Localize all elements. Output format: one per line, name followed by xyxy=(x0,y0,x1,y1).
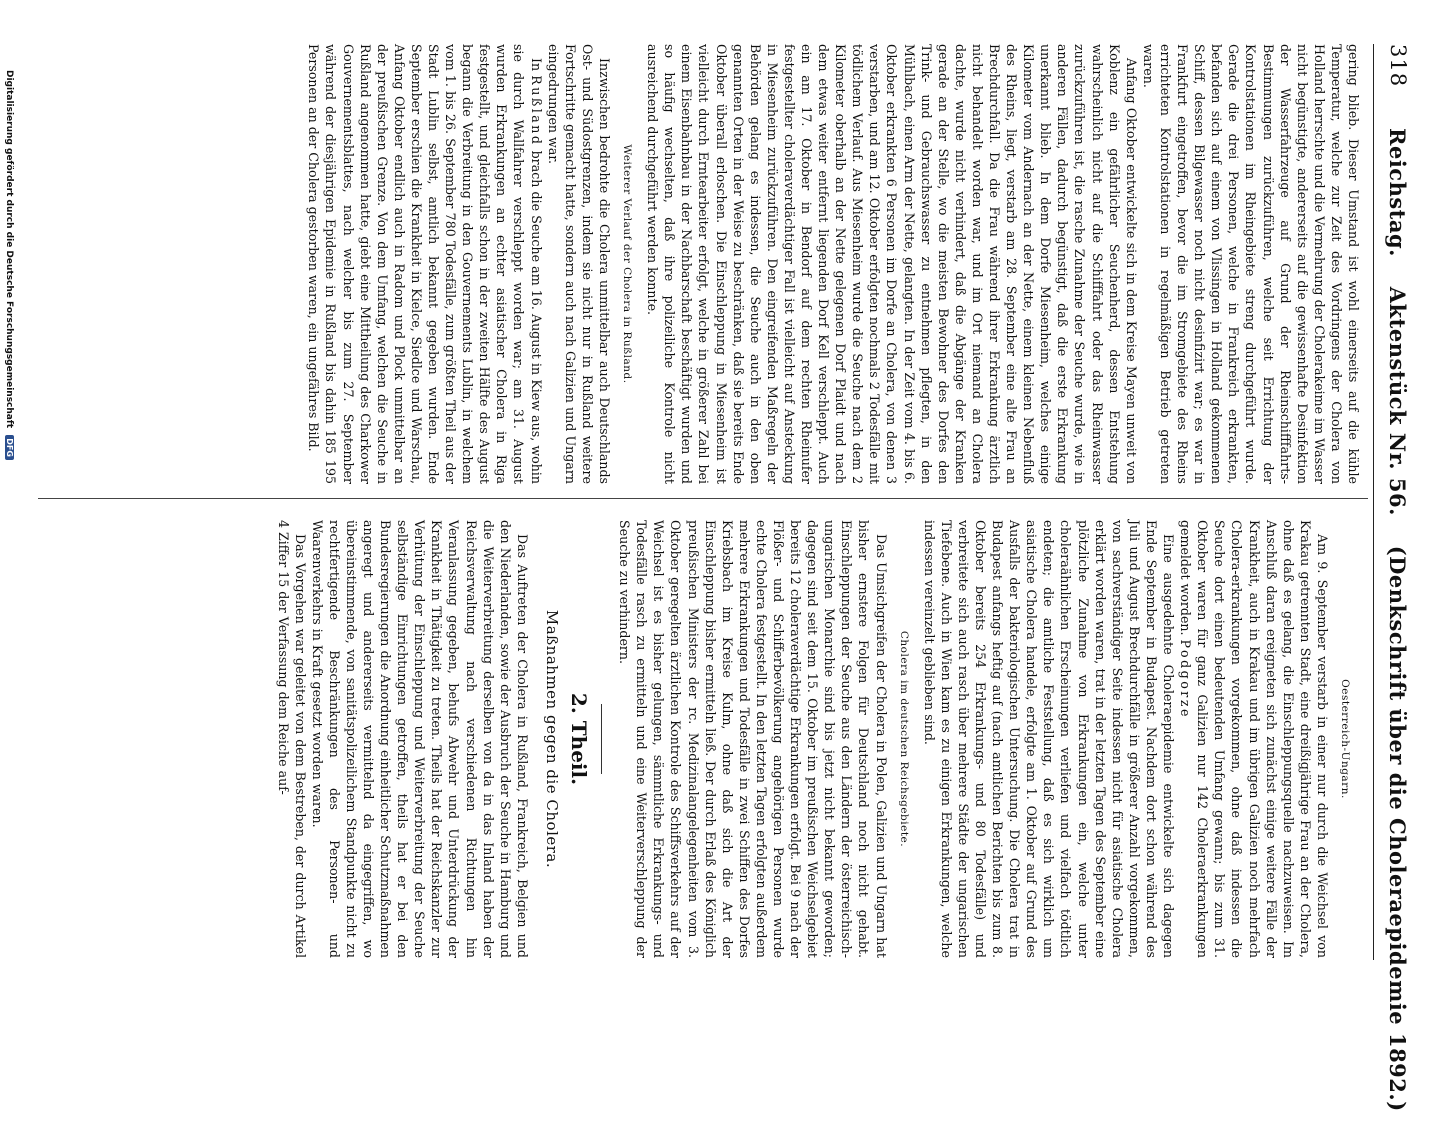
running-title-right: (Denkschrift über die Choleraepidemie 1892.) xyxy=(1385,545,1410,1112)
paragraph: In Rußland brach die Seuche am 16. August in Kiew aus, wohin sie durch Wallfahrer verschleppt worden war; am 31. August wurden Erkrankungen an echter asiatischer Cholera in Riga festgestellt, und gleichfalls schon in der zweiten Hälfte des August begann die Verbreitung in den Gouvernements Lublin, in welchem vom 1. bis 26. September 780 Todesfälle, zum größten Theil aus der Stadt Lublin selbst, amtlich bekannt gegeben wurden. Ende September erschien die Krankheit in Kielce, Siedlce und Warschau, Anfang Oktober endlich auch in Radom und Plock unmittelbar an der preußischen Grenze. Von dem Umfang, welchen die Seuche in Rußland angenommen hatte, giebt eine Mittheilung des Charkower Gouvernementsblattes, nach welcher bis zum 27. September während der diesjährigen Epidemie in Rußland bis dahin 185 195 Personen an der Cholera gestorben waren, ein ungefähres Bild. xyxy=(306,44,544,484)
section-divider xyxy=(601,704,602,774)
paragraph: Eine ausgedehnte Choleraepidemie entwickelte sich dagegen Ende September in Budapest. Nachdem dort schon während des Juli und August Brechdurchfälle in größerer Anzahl vorgekommen, von sachverständiger Seite indessen nicht für asiatische Cholera erklärt worden waren, trat in der letzten Tagen des September eine plötzliche Zunahme von Erkrankungen ein, welche unter choleraähnlichen Erscheinungen verliefen und vielfach tödtlich endeten; die amtliche Feststellung, daß es sich wirklich um asiatische Cholera handele, erfolgte am 1. Oktober auf Grund des Ausfalls der bakteriologischen Untersuchung. Die Cholera trat in Budapest anfangs heftig auf (nach amtlichen Berichten bis zum 8. Oktober bereits 254 Erkrankungs- und 80 Todesfälle) und verbreitete sich auch rasch über mehrere Städte der ungarischen Tiefebene. Auch in Wien kam es zu einigen Erkrankungen, welche indessen vereinzelt geblieben sind. xyxy=(921,520,1177,958)
page-number: 318 xyxy=(1386,44,1410,88)
paragraph: Das Auftreten der Cholera in Rußland, Frankreich, Belgien und den Niederlanden, sowie der Ausbruch der Seuche in Hamburg und die Weiterverbreitung derselben von da in das Inland haben der Reichsverwaltung nach verschiedenen Richtungen hin Veranlassung gegeben, behufs Abwehr und Unterdrückung der Krankheit in Thätigkeit zu treten. Theils hat der Reichskanzler zur Verhütung der Einschleppung und Weiterverbreitung der Seuche selbständige Einrichtungen getroffen, theils hat er bei den Bundesregierungen die Anordnung einheitlicher Schutzmaßnahmen angeregt und andererseits vermittelnd da eingegriffen, wo übereinstimmende, von sanitätspolizeilichem Standpunkte nicht zu rechtfertigende Beschränkungen des Personen- und Waarenverkehrs in Kraft gesetzt worden waren. xyxy=(309,520,530,958)
section-heading: Oesterreich-Ungarn. xyxy=(1339,679,1351,799)
left-column xyxy=(305,44,1362,484)
paragraph: Inzwischen bedrohte die Cholera unmittelbar auch Deutschlands Ost- und Südostgrenzen, indem sie nicht nur in Rußland weitere Fortschritte gemacht hatte, sondern auch nach Galizien und Ungarn eingedrungen war. xyxy=(545,44,612,484)
paragraph-text: brach die Seuche am 16. August in Kiew aus, wohin sie durch Wallfahrer verschleppt worden war; am 31. August wurden Erkrankungen an echter asiatischer Cholera in Riga festgestellt, und gleichfalls schon in der zweiten Hälfte des August begann die Verbreitung in den Gouvernements Lublin, in welchem vom 1. bis 26. September 780 Todesfälle, zum größten Theil aus der Stadt Lublin selbst, amtlich bekannt gegeben wurden. Ende September erschien die Krankheit in Kielce, Siedlce und Warschau, Anfang Oktober endlich auch in Radom und Plock unmittelbar an der preußischen Grenze. Von dem Umfang, welchen die Seuche in Rußland angenommen hatte, giebt eine Mittheilung des Charkower Gouvernementsblattes, nach welcher bis zum 27. September während der diesjährigen Epidemie in Rußland bis dahin 185 195 Personen an der Cholera gestorben waren, ein ungefähres Bild. xyxy=(306,44,544,484)
part-title: 2. Theil. xyxy=(567,692,592,786)
dfg-logo: DFG xyxy=(5,435,14,460)
paragraph-text: Am 9. September verstarb in einer nur durch die Weichsel von Krakau getrennten Stadt, eine dreißigjährige Frau an der Cholera, ohne daß es gelang, die Einschleppungsquelle nachzuweisen. Im Anschluß daran ereigneten sich zunächst einige weitere Fälle der Krankheit, auch in Krakau und im übrigen Galizien noch mehrfach Cholera-erkrankungen vorgekommen, ohne daß indessen die Seuche dort einen bedeutenden Umfang gewann; bis zum 31. Oktober waren für ganz Galizien nur 142 Choleraerkrankungen gemeldet worden. xyxy=(1178,520,1330,958)
paragraph: Anfang Oktober entwickelte sich in dem Kreise Mayen unweit von Koblenz ein gefährlicher Seuchenherd, dessen Entstehung wahrscheinlich nicht auf die Schifffahrt oder das Rheinwasser zurückzuführen ist, die rasche Zunahme der Seuche wurde, wie in anderen Fällen, dadurch begünstigt, daß die erste Erkrankung unerkannt blieb. In dem Dorfe Miesenheim, welches einige Kilometer vom Andernach an der Nette, einem kleinen Nebenfluß des Rheins, liegt, verstarb am 28. September eine alte Frau an Brechdurchfall. Da die Frau während ihrer Erkrankung ärztlich nicht behandelt worden war, und im Ort niemand an Cholera dachte, wurde nicht verhindert, daß die Abgänge der Kranken gerade an der Stelle, wo die meisten Bewohner des Dorfes den Trink- und Gebrauchswasser zu entnehmen pflegten, in den Mühlbach, einen Arm der Nette, gelangten. In der Zeit vom 4. bis 6. Oktober erkrankten 6 Personen im Dorfe an Cholera, von denen 3 verstarben, und am 12. Oktober erfolgten nochmals 2 Todesfälle mit tödlichem Verlauf. Aus Miesenheim wurde die Seuche nach dem 2 Kilometer oberhalb an der Nette gelegenen Dorf Plaidt und nach dem etwas weiter entfernt liegenden Dorf Kell verschleppt. Auch ein am 17. Oktober in Bendorf auf dem rechten Rheinufer festgestellter choleraverdächtiger Fall ist vielleicht auf Ansteckung in Miesenheim zurückzuführen. Den eingreifenden Maßregeln der Behörden gelang es indessen, die Seuche auch in den oben genannten Orten in der Weise zu beschränken, daß sie bereits Ende Oktober überall erloschen. Die Einschleppung in Miesenheim ist vielleicht durch Erntearbeiter erfolgt, welche in größerer Zahl bei einem Eisenbahnbau in der Nachbarschaft beschäftigt wurden und so häufig wechselten, daß ihre polizeiliche Kontrole nicht ausreichend durchgeführt werden konnte. xyxy=(645,44,1139,484)
section-heading: Weiterer Verlauf der Cholera in Rußland. xyxy=(621,144,634,384)
running-title xyxy=(1385,128,1410,1134)
paragraph: Das Vorgehen war geleitet von dem Bestreben, der durch Artikel 4 Ziffer 15 der Verfassung dem Reiche auf- xyxy=(275,520,308,958)
part-subtitle: Maßnahmen gegen die Cholera. xyxy=(542,609,561,869)
digitization-credit xyxy=(4,70,14,930)
paragraph: Das Umsichgreifen der Cholera in Polen, Galizien und Ungarn hat bisher ernstere Folgen für Deutschland noch nicht gehabt. Einschleppungen der Seuche aus den Ländern der österreichisch-ungarischen Monarchie sind bis jetzt nicht bekannt geworden; dagegen sind seit dem 15. Oktober im preußischen Weichselgebiet bereits 12 choleraverdächtige Erkrankungen erfolgt. Bei 9 nach der Flößer- und Schifferbevölkerung angehörigen Personen wurde echte Cholera festgestellt. In den letzten Tagen erfolgten außerdem mehrere Erkrankungen und Todesfälle in zwei Schiffen des Dorfes Kriebsbach im Kreise Kulm, ohne daß sich die Art der Einschleppung bisher ermitteln ließ. Der durch Erlaß des Königlich preußischen Ministers der rc. Medizinalangelegenheiten vom 3. Oktober geregelten ärztlichen Kontrole des Schiffsverkehrs auf der Weichsel ist es bisher gelungen, sämmtliche Erkrankungs- und Todesfälle rasch zu ermitteln und eine Weiterverschleppung der Seuche zu verhindern. xyxy=(617,520,889,958)
section-heading: Cholera im deutschen Reichsgebiete. xyxy=(897,630,910,848)
paragraph xyxy=(1177,520,1331,958)
running-title-center: Aktenstück Nr. 56. xyxy=(1385,286,1410,516)
running-title-left: Reichstag. xyxy=(1385,128,1410,257)
paragraph: gering blieb. Dieser Umstand ist wohl einerseits auf die kühle Temperatur, welche zur Zeit des Vordringens der Cholera von Holland herrschte und die Vermehrung der Cholerakeime im Wasser nicht begünstigte, andererseits auf die gewissenhafte Desinfektion der Wasserfahrzeuge auf Grund der Rheinschifffahrts-Bestimmungen zurückzuführen, welche seit Errichtung der Kontrolstationen im Rheingebiete streng durchgeführt wurde. Gerade die drei Personen, welche in Frankreich erkrankten, befanden sich auf einem von Vlissingen in Holland gekommenen Schiff, dessen Bilgewasser noch nicht desinfizirt war; es war in Frankfurt eingetroffen, bevor die im Stromgebiete des Rheins errichteten Kontrolstationen in regelmäßigen Betrieb getreten waren. xyxy=(1140,44,1361,484)
page-header xyxy=(1380,44,1414,1112)
column-divider xyxy=(38,498,1368,499)
right-column xyxy=(274,520,1362,958)
emphasized-place: Rußland xyxy=(528,75,544,147)
emphasized-place: Podgorze xyxy=(1178,639,1194,719)
credit-text: Digitalisierung gefördert durch die Deutsche Forschungsgemeinschaft xyxy=(4,70,14,429)
header-rule xyxy=(1373,44,1374,960)
